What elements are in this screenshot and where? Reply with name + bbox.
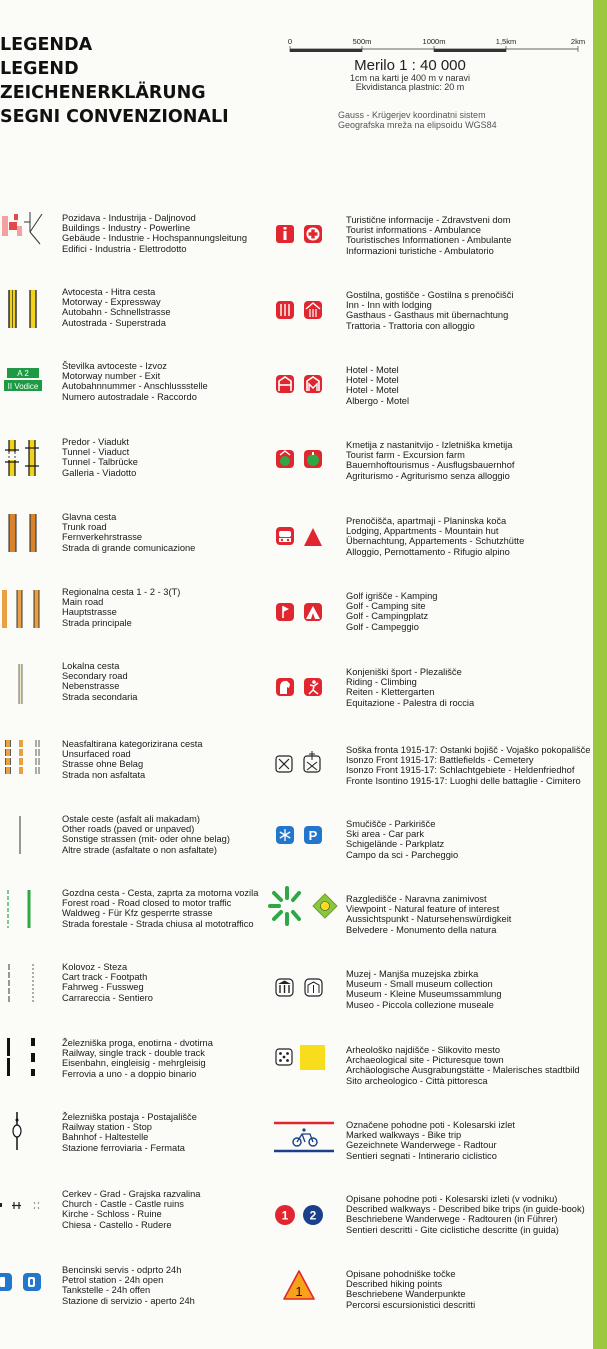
scale-sub-line: 1cm na karti je 400 m v naravi [349,73,471,83]
legend-line: Arheološko najdišče - Slikovito mesto [346,1045,500,1055]
legend-line: Hotel - Motel [346,365,399,375]
scale-sub-line: Ekvidistanca plastnic: 20 m [355,82,465,92]
left-symbols [0,0,303,1349]
legend-line: Aussichtspunkt - Natursehenswürdigkeit [346,914,512,925]
archaeological-site-icon [276,1045,325,1070]
legend-line: Razgledišče - Naravna zanimivost [346,894,487,904]
legend-line: Waldweg - Für Kfz gesperrte strasse [62,908,213,919]
legend-line: Touristisches Informationen - Ambulante [346,235,512,246]
scale-title: Merilo 1 : 40 000 [354,57,466,74]
legend-line: Hotel - Motel [346,385,399,396]
legend-line: Trattoria - Trattoria con alloggio [346,320,475,331]
legend-line: Marked walkways - Bike trip [346,1130,462,1141]
title-line: LEGENDA [0,35,93,55]
main-road-icon [2,590,39,628]
legend-line: Regionalna cesta 1 - 2 - 3(T) [62,587,181,597]
legend-line: Tourist farm - Excursion farm [346,450,465,461]
legend-entry-text [346,667,474,708]
legend-line: Gezeichnete Wanderwege - Radtour [346,1140,497,1151]
legend-line: Ski area - Car park [346,829,425,840]
legend-line: Edifici - Industria - Elettrodotto [62,243,187,254]
legend-line: Described hiking points [346,1279,443,1290]
legend-line: Strada principale [62,617,132,628]
legend-entry-text [346,894,511,935]
lodging-mountain-hut-icon [276,527,322,546]
legend-line: Strada non asfaltata [62,769,146,780]
trunk-road-icon [9,514,36,552]
legend-line: Lodging, Appartments - Mountain hut [346,526,499,537]
legend-line: Gostilna, gostišče - Gostilna s prenočišči [346,290,514,300]
legend-line: Buildings - Industry - Powerline [62,223,191,234]
legend-line: Neasfaltirana kategorizirana cesta [62,739,203,749]
legend-line: Pozidava - Industrija - Daljnovod [62,213,196,223]
legend-entry-text [346,745,590,786]
legend-line: Gasthaus - Gasthaus mit übernachtung [346,310,509,321]
legend-line: Archäologische Ausgrabungstätte - Malerisches stadtbild [346,1065,580,1076]
inn-icon [276,301,322,319]
legend-line: Ferrovia a uno - a doppio binario [62,1068,197,1079]
scale-tick-label: 1,5km [495,37,517,46]
tourist-info-ambulance-icon [276,225,322,243]
legend-line: Bauernhoftourismus - Ausflugsbauernhof [346,460,515,471]
legend-line: Schigelände - Parkplatz [346,839,445,850]
legend-line: Glavna cesta [62,512,117,522]
motorway-number-icon [4,368,42,391]
buildings-powerline-icon [2,212,42,244]
legend-line: Übernachtung, Appartements - Schutzhütte [346,536,525,547]
legend-line: Railway, single track - double track [62,1048,205,1059]
legend-line: Strasse ohne Belag [62,759,144,770]
legend-line: Smučišče - Parkirišče [346,819,436,829]
legend-line: Isonzo Front 1915-17: Battlefields - Cemetery [346,755,534,766]
legend-line: Bencinski servis - odprto 24h [62,1265,182,1275]
legend-line: Golf - Campingplatz [346,611,429,622]
legend-entry-text [346,969,502,1010]
walkway-number: 1 [281,1208,289,1223]
scale-tick-label: 0 [287,37,293,46]
legend-line: Described walkways - Described bike trips (in guide-book) [346,1204,585,1215]
legend-line: Označene pohodne poti - Kolesarski izlet [346,1120,515,1130]
legend-entry-text [346,1045,580,1086]
right-symbols [260,0,340,1349]
scale-tick-label: 1000m [422,37,446,46]
legend-line: Stazione ferroviaria - Fermata [62,1142,185,1153]
svg-text:P: P [308,828,318,843]
coordinate-system [338,110,497,130]
legend-line: Kirche - Schloss - Ruine [62,1209,162,1220]
legend-entry-text [346,819,458,860]
legend-line: Alloggio, Pernottamento - Rifugio alpino [346,546,510,557]
legend-line: Gebäude - Industrie - Hochspannungsleitung [62,233,248,244]
legend-line: Campo da sci - Parcheggio [346,849,459,860]
legend-line: Gozdna cesta - Cesta, zaprta za motorna vozila [62,888,259,898]
motorway-icon [9,290,36,328]
legend-line: Strada di grande comunicazione [62,542,196,553]
coordinate-line: Geografska mreža na elipsoidu WGS84 [338,120,497,130]
title-line: SEGNI CONVENZIONALI [0,107,229,127]
legend-line: Prenočišča, apartmaji - Planinska koča [346,516,507,526]
legend-line: Equitazione - Palestra di roccia [346,697,475,708]
legend-line: Motorway - Expressway [62,297,161,308]
motorway-number-label: A 2 [17,369,29,378]
legend-line: Museum - Small museum collection [346,979,493,990]
legend-line: Eisenbahn, eingleisig - mehrgleisig [62,1058,206,1069]
legend-line: Museum - Kleine Museumssammlung [346,989,502,1000]
legend-entry-text [346,591,437,632]
secondary-road-icon [19,664,22,704]
hiking-point-icon [284,1271,314,1299]
legend-line: Belvedere - Monumento della natura [346,924,497,935]
legend-line: Številka avtoceste - Izvoz [62,361,167,371]
legend-line: Viewpoint - Natural feature of interest [346,904,500,915]
legend-entry-text [346,290,513,331]
legend-line: Albergo - Motel [346,395,410,406]
hiking-point-number: 1 [295,1284,303,1299]
legend-line: Kmetija z nastanitvijo - Izletniška kmetija [346,440,513,450]
viewpoint-nature-icon [270,888,337,924]
legend-line: Predor - Viadukt [62,437,130,447]
legend-line: Tankstelle - 24h offen [62,1285,151,1296]
legend-line: Tunnel - Viaduct [62,447,130,458]
legend-line: Reiten - Klettergarten [346,687,435,698]
title-line: ZEICHENERKLÄRUNG [0,83,206,103]
legend-line: Carrareccia - Sentiero [62,992,153,1003]
legend-line: Autostrada - Superstrada [62,317,166,328]
scale-tick-label: 2km [570,37,586,46]
legend-line: Stazione di servizio - aperto 24h [62,1295,195,1306]
legend-line: Main road [62,597,104,608]
marked-walkways-icon [274,1123,334,1151]
legend-line: Hotel - Motel [346,375,399,386]
legend-line: Riding - Climbing [346,677,417,688]
legend-line: Sito archeologico - Città pittoresca [346,1075,488,1086]
legend-line: Strada secondaria [62,691,138,702]
legend-line: Beschriebene Wanderwege - Radtouren (in Führer) [346,1214,558,1225]
legend-line: Percorsi escursionistici descritti [346,1299,476,1310]
scale-subtitle [330,74,490,92]
riding-climbing-icon [276,678,322,696]
legend-line: Cart track - Footpath [62,972,148,983]
petrol-station-icon [0,1273,41,1291]
legend-line: Fernverkehrstrasse [62,532,143,543]
legend-line: Sentieri descritti - Gite ciclistiche descritte (in guida) [346,1224,559,1235]
legend-line: Železniška proga, enotirna - dvotirna [62,1038,213,1048]
unsurfaced-road-icon [6,740,40,776]
legend-line: Isonzo Front 1915-17: Schlachtgebiete - Heldenfriedhof [346,765,575,776]
legend-line: Nebenstrasse [62,681,120,692]
scale-info [330,58,490,92]
legend-line: Soška fronta 1915-17: Ostanki bojišč - Vojaško pokopališče [346,745,591,755]
legend-line: Secondary road [62,671,128,682]
forest-road-icon [8,890,29,928]
legend-line: Galleria - Viadotto [62,467,137,478]
legend-line: Church - Castle - Castle ruins [62,1199,184,1210]
golf-camping-icon [276,603,322,621]
viaduct-tunnel-icon [5,440,39,476]
railway-station-icon [13,1112,21,1150]
tourist-farm-icon [276,450,322,468]
legend-line: Golf - Campeggio [346,621,419,632]
exit-label: II Vodice [7,382,39,391]
title-line: LEGEND [0,59,79,79]
legend-line: Avtocesta - Hitra cesta [62,287,156,297]
legend-line: Hauptstrasse [62,607,117,618]
church-castle-icon [0,1202,39,1209]
legend-line: Muzej - Manjša muzejska zbirka [346,969,479,979]
hotel-motel-icon [276,375,322,393]
legend-line: Altre strade (asfaltate o non asfaltate) [62,844,218,855]
legend-line: Sonstige strassen (mit- oder ohne belag) [62,834,230,845]
legend-line: Autobahn - Schnellstrasse [62,307,171,318]
legend-line: Opisane pohodniške točke [346,1269,456,1279]
legend-line: Tourist informations - Ambulance [346,225,481,236]
legend-line: Golf - Camping site [346,601,426,612]
legend-line: Chiesa - Castello - Rudere [62,1219,172,1230]
legend-entry-text [346,440,514,481]
museum-icon [276,979,322,996]
legend-line: Golf igrišče - Kamping [346,591,438,601]
legend-line: Cerkev - Grad - Grajska razvalina [62,1189,201,1199]
described-walkways-icon [275,1205,323,1225]
legend-line: Lokalna cesta [62,661,120,671]
legend-line: Railway station - Stop [62,1122,152,1133]
legend-line: Forest road - Road closed to motor traffic [62,898,232,909]
battlefield-cemetery-icon [276,751,320,772]
legend-line: Ostale ceste (asfalt ali makadam) [62,814,200,824]
legend-line: Motorway number - Exit [62,371,161,382]
legend-line: Trunk road [62,522,107,533]
legend-line: Archaeological site - Picturesque town [346,1055,504,1066]
legend-line: Autobahnnummer - Anschlussstelle [62,381,208,392]
ski-parking-icon [276,826,322,844]
legend-line: Sentieri segnati - Intinerario ciclistico [346,1150,497,1161]
legend-line: Other roads (paved or unpaved) [62,824,195,835]
legend-line: Fronte Isontino 1915-17: Luoghi delle battaglie - Cimitero [346,775,581,786]
legend-line: Fahrweg - Fussweg [62,982,144,993]
scale-tick-label: 500m [352,37,372,46]
footpath-icon [9,964,33,1002]
legend-entry-text [346,215,511,256]
legend-line: Kolovoz - Steza [62,962,128,972]
legend-line: Bahnhof - Haltestelle [62,1132,149,1143]
railway-icon [7,1038,35,1076]
legend-line: Tunnel - Talbrücke [62,457,138,468]
legend-line: Železniška postaja - Postajališče [62,1112,197,1122]
legend-entry-text [346,516,524,557]
legend-line: Unsurfaced road [62,749,131,760]
legend-line: Museo - Piccola collezione museale [346,999,494,1010]
legend-line: Informazioni turistiche - Ambulatorio [346,245,494,256]
legend-line: Numero autostradale - Raccordo [62,391,197,402]
coordinate-line: Gauss - Krügerjev koordinatni sistem [338,110,486,120]
bike-trip-number: 2 [309,1208,317,1223]
legend-entry-text [346,1269,475,1310]
legend-entry-text [346,365,409,406]
legend-line: Petrol station - 24h open [62,1275,164,1286]
legend-line: Agriturismo - Agriturismo senza alloggio [346,470,510,481]
legend-line: Konjeniški šport - Plezališče [346,667,462,677]
legend-line: Opisane pohodne poti - Kolesarski izleti (v vodniku) [346,1194,558,1204]
legend-line: Inn - Inn with lodging [346,300,432,311]
legend-line: Strada forestale - Strada chiusa al mototraffico [62,918,254,929]
legend-line: Turistične informacije - Zdravstveni dom [346,215,511,225]
legend-line: Beschriebene Wanderpunkte [346,1289,466,1300]
legend-entry-text [346,1194,585,1235]
legend-entry-text [346,1120,515,1161]
